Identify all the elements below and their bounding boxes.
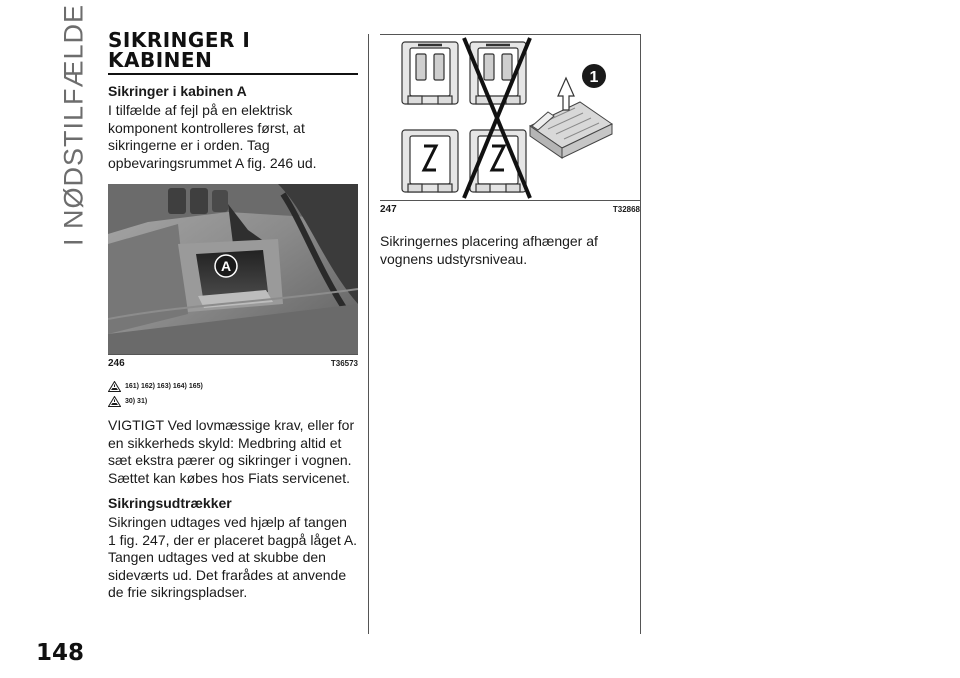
figure-247-caption	[380, 200, 640, 215]
column-divider-right	[640, 34, 641, 634]
fuse-puller-tool	[530, 102, 612, 158]
figure-247-number: 247	[380, 204, 397, 215]
warning-row-2	[108, 396, 358, 407]
side-section-title	[58, 3, 89, 247]
figure-246-code: T36573	[330, 359, 358, 368]
section-title	[108, 30, 358, 70]
figure-247-illustration	[380, 34, 640, 200]
subheading-fuses-in-cabin: Sikringer i kabinen A	[108, 83, 247, 99]
column-divider-left	[368, 34, 369, 634]
figure-247-callout-label: 1	[589, 69, 599, 86]
paragraph-intro: I tilfælde af fejl på en elektrisk komponent kontrolleres først, at sikringerne er i orden. Tag opbevaringsrummet A fig. 246 ud.	[108, 102, 317, 171]
side-section-title-text: I NØDSTILFÆLDE	[58, 3, 89, 247]
section-title-line-1: SIKRINGER I	[108, 28, 251, 52]
fuse-intact-bottom-left	[402, 130, 458, 192]
page-number: 148	[36, 640, 85, 666]
figure-246	[108, 184, 358, 369]
figure-247	[380, 34, 640, 215]
figure-246-callout-label: A	[220, 258, 232, 274]
fuse-blown-top-left	[402, 42, 458, 104]
up-arrow-icon	[558, 78, 574, 110]
paragraph-fuse-placement: Sikringernes placering afhænger af vognens udstyrsniveau.	[380, 233, 598, 267]
warning-references-2: 30) 31)	[125, 398, 148, 405]
warning-row-1	[108, 381, 358, 392]
subheading-fuse-puller: Sikringsudtrækker	[108, 495, 232, 511]
warning-triangle-icon	[108, 381, 121, 392]
figure-247-code: T32868	[612, 205, 640, 214]
warning-references-1: 161) 162) 163) 164) 165)	[125, 383, 203, 390]
title-rule	[108, 73, 358, 75]
section-title-line-2: KABINEN	[108, 48, 213, 72]
right-column	[380, 34, 640, 276]
paragraph-important: VIGTIGT Ved lovmæssige krav, eller for en sikkerheds skyld: Medbring altid et sæt ekstra pærer og sikringer i vognen. Sættet kan købes hos Fiats servicenet.	[108, 417, 355, 486]
figure-246-caption	[108, 354, 358, 369]
figure-246-illustration	[108, 184, 358, 354]
left-column	[108, 28, 358, 610]
paragraph-fuse-puller: Sikringen udtages ved hjælp af tangen 1 fig. 247, der er placeret bagpå låget A. Tangen udtages ved at skubbe den sideværts ud. Det frarådes at anvende de frie sikringspladser.	[108, 514, 358, 600]
figure-246-number: 246	[108, 358, 125, 369]
warning-triangle-icon	[108, 396, 121, 407]
